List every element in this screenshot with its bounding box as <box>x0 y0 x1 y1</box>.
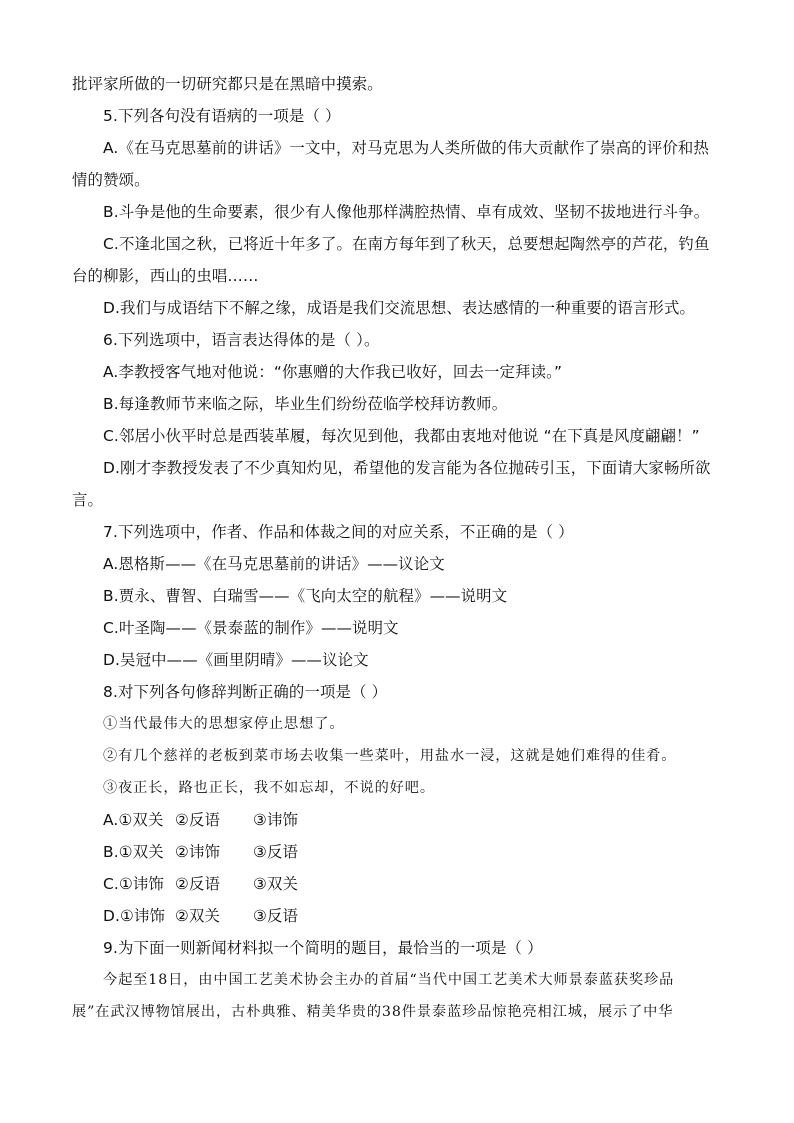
question-6-option-c: C.邻居小伙平时总是西装革履，每次见到他，我都由衷地对他说 “在下真是风度翩翩！” <box>103 427 700 445</box>
question-5-option-d: D.我们与成语结下不解之缘，成语是我们交流思想、表达感情的一种重要的语言形式。 <box>103 299 696 317</box>
question-5-option-c-cont: 台的柳影，西山的虫唱…… <box>72 267 259 285</box>
question-7-stem: 7.下列选项中，作者、作品和体裁之间的对应关系，不正确的是（ ） <box>103 523 574 541</box>
question-7-option-a: A.恩格斯——《在马克思墓前的讲话》——议论文 <box>103 555 445 573</box>
question-8-option-b: B.①双关 ②讳饰 ③反语 <box>103 843 299 861</box>
question-9-stem: 9.为下面一则新闻材料拟一个简明的题目，最恰当的一项是（ ） <box>103 939 543 957</box>
question-8-sentence-1: ①当代最伟大的思想家停止思想了。 <box>103 716 345 732</box>
question-8-option-a: A.①双关 ②反语 ③讳饰 <box>103 811 299 829</box>
question-5-option-c: C.不逢北国之秋，已将近十年多了。在南方每年到了秋天，总要想起陶然亭的芦花，钓鱼 <box>103 235 710 253</box>
question-8-option-d: D.①讳饰 ②双关 ③反语 <box>103 907 299 925</box>
question-6-option-a: A.李教授客气地对他说：“你惠赠的大作我已收好，回去一定拜读。” <box>103 363 563 381</box>
question-6-option-d: D.刚才李教授发表了不少真知灼见，希望他的发言能为各位抛砖引玉，下面请大家畅所欲 <box>103 459 711 477</box>
question-8-option-c: C.①讳饰 ②反语 ③双关 <box>103 875 299 893</box>
question-8-sentence-3: ③夜正长，路也正长，我不如忘却，不说的好吧。 <box>103 780 435 796</box>
question-6-option-b: B.每逢教师节来临之际，毕业生们纷纷莅临学校拜访教师。 <box>103 395 508 413</box>
question-5-option-a: A.《在马克思墓前的讲话》一文中，对马克思为人类所做的伟大贡献作了崇高的评价和热 <box>103 139 709 157</box>
question-7-option-c: C.叶圣陶——《景泰蓝的制作》——说明文 <box>103 619 399 637</box>
question-5-option-a-cont: 情的赞颂。 <box>72 171 150 189</box>
question-7-option-b: B.贾永、曹智、白瑞雪——《飞向太空的航程》——说明文 <box>103 587 508 605</box>
paragraph-continuation: 批评家所做的一切研究都只是在黑暗中摸索。 <box>72 75 383 93</box>
question-7-option-d: D.吴冠中——《画里阴晴》——议论文 <box>103 651 369 669</box>
question-6-stem: 6.下列选项中，语言表达得体的是（ ）。 <box>103 331 380 349</box>
question-6-option-d-cont: 言。 <box>72 491 104 509</box>
question-9-material-line-1: 今起至18日，由中国工艺美术协会主办的首届“当代中国工艺美术大师景泰蓝获奖珍品 <box>103 972 675 988</box>
question-8-stem: 8.对下列各句修辞判断正确的一项是（ ） <box>103 683 388 701</box>
question-8-sentence-2: ②有几个慈祥的老板到菜市场去收集一些菜叶，用盐水一浸，这就是她们难得的佳肴。 <box>103 748 677 764</box>
question-5-stem: 5.下列各句没有语病的一项是（ ） <box>103 107 341 125</box>
question-5-option-b: B.斗争是他的生命要素，很少有人像他那样满腔热情、卓有成效、坚韧不拔地进行斗争。 <box>103 203 710 221</box>
question-9-material-line-2: 展”在武汉博物馆展出，古朴典雅、精美华贵的38件景泰蓝珍品惊艳亮相江城，展示了中华 <box>72 1004 674 1020</box>
